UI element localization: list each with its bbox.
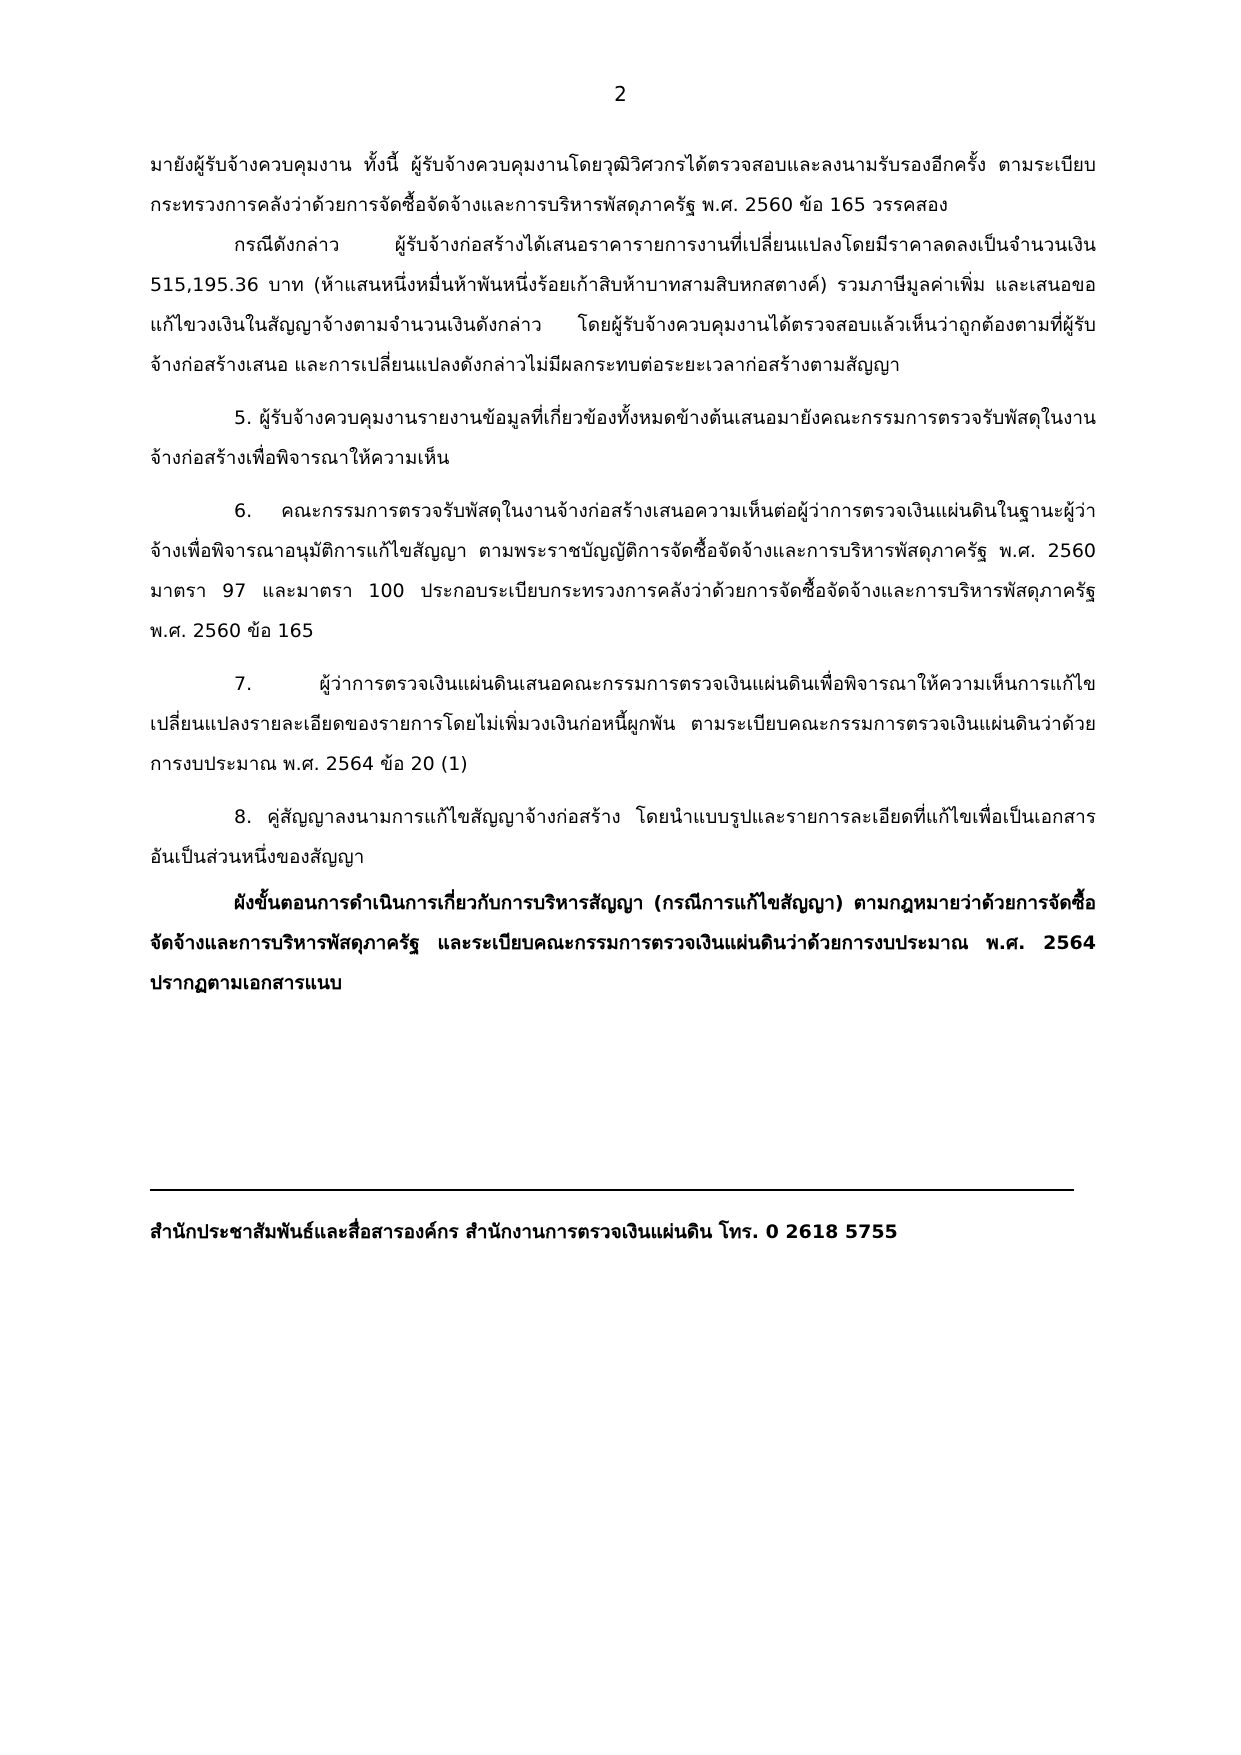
- paragraph-step-7: 7. ผู้ว่าการตรวจเงินแผ่นดินเสนอคณะกรรมการตรวจเงินแผ่นดินเพื่อพิจารณาให้ความเห็นการแก้ไขเปลี่ยนแปลงรายละเอียดของรายการโดยไม่เพิ่มวงเงินก่อหนี้ผูกพัน ตามระเบียบคณะกรรมการตรวจเงินแผ่นดินว่าด้วยการงบประมาณ พ.ศ. 2564 ข้อ 20 (1): [150, 673, 1096, 775]
- paragraph-step-6: 6. คณะกรรมการตรวจรับพัสดุในงานจ้างก่อสร้างเสนอความเห็นต่อผู้ว่าการตรวจเงินแผ่นดินในฐานะผู้ว่าจ้างเพื่อพิจารณาอนุมัติการแก้ไขสัญญา ตามพระราชบัญญัติการจัดซื้อจัดจ้างและการบริหารพัสดุภาครัฐ พ.ศ. 2560 มาตรา 97 และมาตรา 100 ประกอบระเบียบกระทรวงการคลังว่าด้วยการจัดซื้อจัดจ้างและการบริหารพัสดุภาครัฐ พ.ศ. 2560 ข้อ 165: [150, 500, 1096, 642]
- footer-divider: [150, 1189, 1074, 1191]
- paragraph-flowchart-note: ผังขั้นตอนการดำเนินการเกี่ยวกับการบริหารสัญญา (กรณีการแก้ไขสัญญา) ตามกฎหมายว่าด้วยการจัดซื้อจัดจ้างและการบริหารพัสดุภาครัฐ และระเบียบคณะกรรมการตรวจเงินแผ่นดินว่าด้วยการงบประมาณ พ.ศ. 2564 ปรากฏตามเอกสารแนบ: [150, 892, 1096, 994]
- paragraph-price-change: กรณีดังกล่าว ผู้รับจ้างก่อสร้างได้เสนอราคารายการงานที่เปลี่ยนแปลงโดยมีราคาลดลงเป็นจำนวนเงิน 515,195.36 บาท (ห้าแสนหนึ่งหมื่นห้าพันหนึ่งร้อยเก้าสิบห้าบาทสามสิบหกสตางค์) รวมภาษีมูลค่าเพิ่ม และเสนอขอแก้ไขวงเงินในสัญญาจ้างตามจำนวนเงินดังกล่าว โดยผู้รับจ้างควบคุมงานได้ตรวจสอบแล้วเห็นว่าถูกต้องตามที่ผู้รับจ้างก่อสร้างเสนอ และการเปลี่ยนแปลงดังกล่าวไม่มีผลกระทบต่อระยะเวลาก่อสร้างตามสัญญา: [150, 234, 1096, 376]
- page-number: 2: [614, 82, 627, 106]
- paragraph-step-8: 8. คู่สัญญาลงนามการแก้ไขสัญญาจ้างก่อสร้าง โดยนำแบบรูปและรายการละเอียดที่แก้ไขเพื่อเป็นเอกสารอันเป็นส่วนหนึ่งของสัญญา: [150, 806, 1096, 868]
- paragraph-step-5: 5. ผู้รับจ้างควบคุมงานรายงานข้อมูลที่เกี่ยวข้องทั้งหมดข้างต้นเสนอมายังคณะกรรมการตรวจรับพัสดุในงานจ้างก่อสร้างเพื่อพิจารณาให้ความเห็น: [150, 407, 1096, 469]
- footer-contact: สำนักประชาสัมพันธ์และสื่อสารองค์กร สำนักงานการตรวจเงินแผ่นดิน โทร. 0 2618 5755: [150, 1221, 898, 1243]
- paragraph-continuation: มายังผู้รับจ้างควบคุมงาน ทั้งนี้ ผู้รับจ้างควบคุมงานโดยวุฒิวิศวกรได้ตรวจสอบและลงนามรับรองอีกครั้ง ตามระเบียบกระทรวงการคลังว่าด้วยการจัดซื้อจัดจ้างและการบริหารพัสดุภาครัฐ พ.ศ. 2560 ข้อ 165 วรรคสอง: [150, 154, 1096, 216]
- document-body: [150, 145, 1096, 1003]
